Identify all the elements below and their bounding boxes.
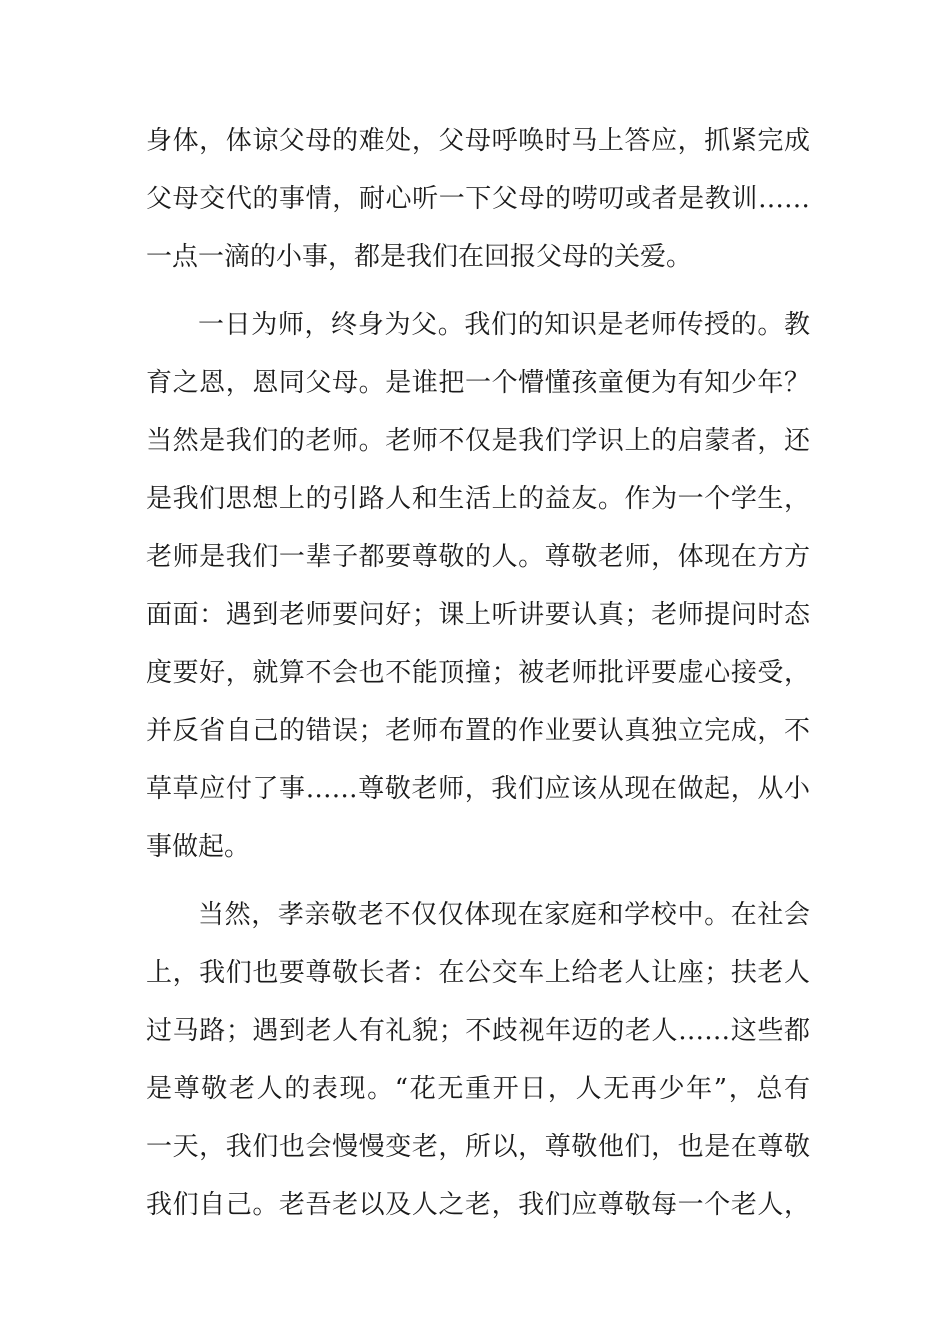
text-line: 一日为师，终身为父。我们的知识是老师传授的。教 <box>198 310 810 340</box>
body-text <box>146 112 810 1234</box>
text-line: 当然是我们的老师。老师不仅是我们学识上的启蒙者，还 <box>146 426 810 456</box>
text-line: 一点一滴的小事，都是我们在回报父母的关爱。 <box>146 242 693 272</box>
text-line: 面面：遇到老师要问好；课上听讲要认真；老师提问时态 <box>146 600 810 630</box>
text-line: 事做起。 <box>146 832 251 862</box>
text-line: 是尊敬老人的表现。“花无重开日，人无再少年”，总有 <box>146 1074 810 1104</box>
paragraph-gap <box>146 876 810 886</box>
text-line: 并反省自己的错误；老师布置的作业要认真独立完成，不 <box>146 716 810 746</box>
text-line: 上，我们也要尊敬长者：在公交车上给老人让座；扶老人 <box>146 958 810 988</box>
text-line: 过马路；遇到老人有礼貌；不歧视年迈的老人……这些都 <box>146 1016 810 1046</box>
text-line: 草草应付了事……尊敬老师，我们应该从现在做起，从小 <box>146 774 810 804</box>
text-line: 身体，体谅父母的难处，父母呼唤时马上答应，抓紧完成 <box>146 126 810 156</box>
paragraph-gap <box>146 286 810 296</box>
text-line: 老师是我们一辈子都要尊敬的人。尊敬老师，体现在方方 <box>146 542 810 572</box>
text-line: 度要好，就算不会也不能顶撞；被老师批评要虚心接受， <box>146 658 810 688</box>
text-line: 当然，孝亲敬老不仅仅体现在家庭和学校中。在社会 <box>198 900 810 930</box>
text-line: 一天，我们也会慢慢变老，所以，尊敬他们，也是在尊敬 <box>146 1132 810 1162</box>
text-line: 我们自己。老吾老以及人之老，我们应尊敬每一个老人， <box>146 1190 810 1220</box>
text-line: 是我们思想上的引路人和生活上的益友。作为一个学生， <box>146 484 810 514</box>
text-line: 父母交代的事情，耐心听一下父母的唠叨或者是教训…… <box>146 184 810 214</box>
text-line: 育之恩，恩同父母。是谁把一个懵懂孩童便为有知少年？ <box>146 368 810 398</box>
